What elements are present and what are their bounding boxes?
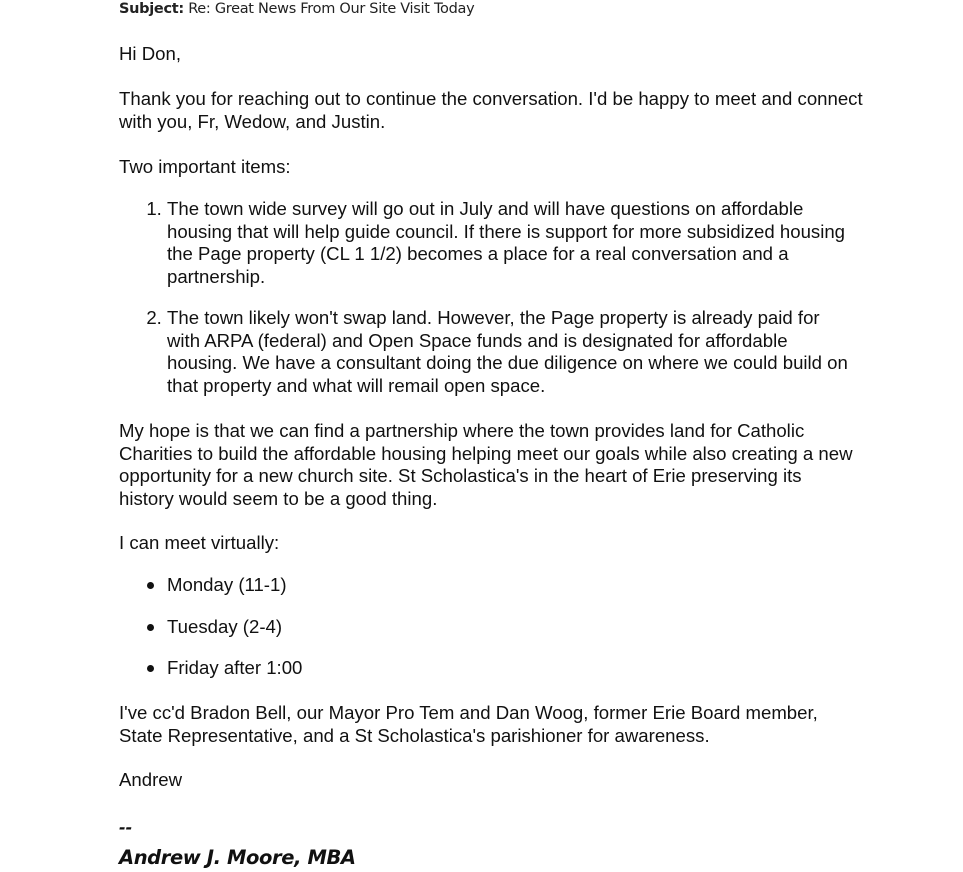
email-document bbox=[119, 0, 879, 869]
signature-separator: -- bbox=[119, 818, 133, 837]
signoff: Andrew bbox=[119, 769, 183, 790]
thanks-paragraph: Thank you for reaching out to continue the conversation. I'd be happy to meet and connect with you, Fr, Wedow, and Justin. bbox=[119, 88, 863, 132]
numbered-item: 1. The town wide survey will go out in July and will have questions on affordable housing that will help guide council. If there is support for more subsidized housing the Page property (CL 1 1/2) becomes a place for a real conversation and a partnership. bbox=[167, 198, 857, 288]
numbered-list bbox=[119, 198, 857, 416]
greeting: Hi Don, bbox=[119, 43, 182, 64]
numbered-item: 2. The town likely won't swap land. However, the Page property is already paid for with ARPA (federal) and Open Space funds and is designated for affordable housing. We have a consultant doing the due diligence on where we could build on that property and what will remail open space. bbox=[167, 307, 857, 397]
subject-value: Re: Great News From Our Site Visit Today bbox=[188, 1, 475, 17]
hope-paragraph: My hope is that we can find a partnership where the town provides land for Catholic Charities to build the affordable housing helping meet our goals while also creating a new opportunity for a new church site. St Scholastica's in the heart of Erie preserving its history would seem to be a good thing. bbox=[119, 420, 853, 509]
meet-virtually-heading: I can meet virtually: bbox=[119, 532, 280, 553]
subject-label: Subject: bbox=[119, 1, 184, 17]
availability-item: Monday (11-1) bbox=[167, 574, 302, 597]
cc-paragraph: I've cc'd Bradon Bell, our Mayor Pro Tem and Dan Woog, former Erie Board member, State Representative, and a St Scholastica's parishioner for awareness. bbox=[119, 702, 818, 746]
signature-name: Andrew J. Moore, MBA bbox=[119, 846, 356, 869]
availability-item: Friday after 1:00 bbox=[167, 657, 303, 678]
availability-item: Tuesday (2-4) bbox=[167, 616, 302, 639]
availability-list bbox=[119, 574, 302, 699]
two-items-heading: Two important items: bbox=[119, 156, 291, 177]
subject-line bbox=[119, 0, 879, 18]
